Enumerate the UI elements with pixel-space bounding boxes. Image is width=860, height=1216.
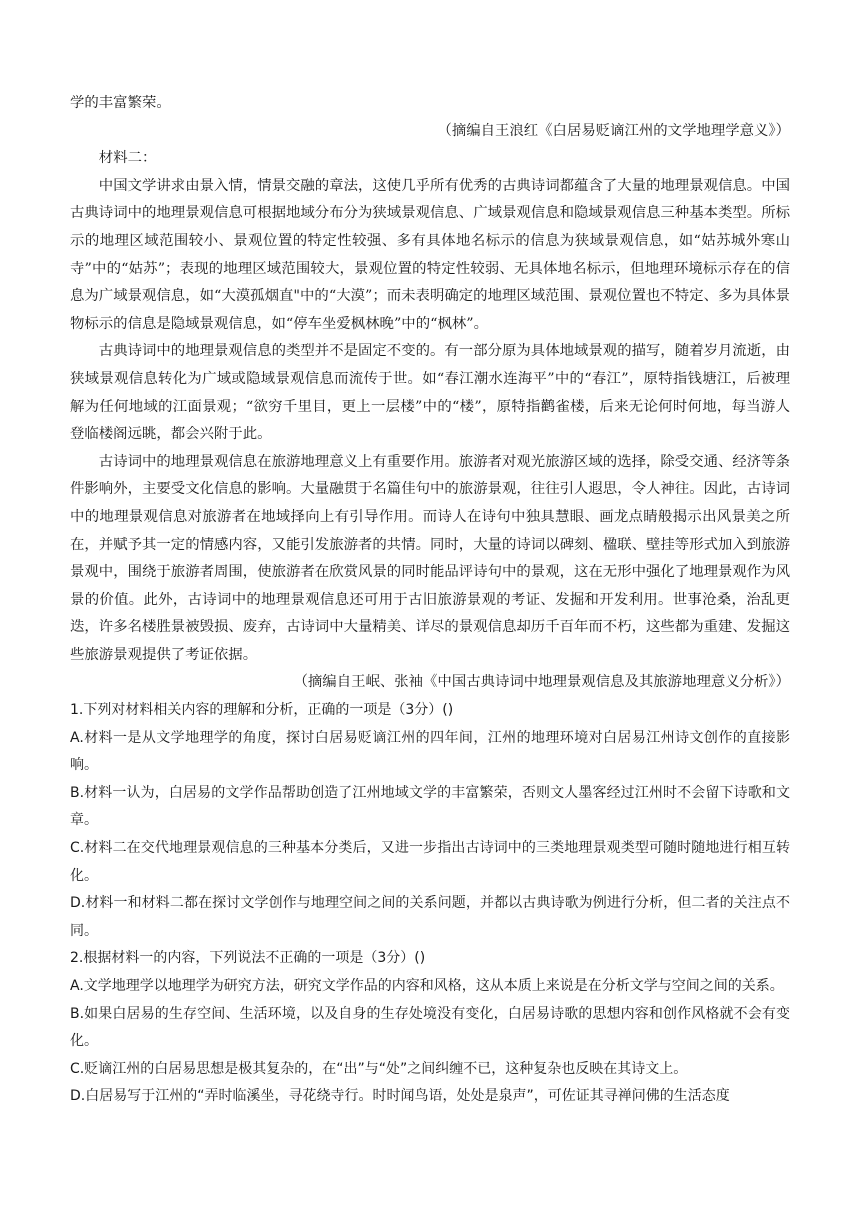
material-two-heading: 材料二： — [98, 150, 157, 167]
exam-page — [70, 90, 790, 1111]
option-d: D.白居易写于江州的“弄时临溪坐，寻花绕寺行。时时闻鸟语，处处是泉声”，可佐证其寻禅问佛的生活态度 — [70, 1088, 730, 1105]
question-2 — [70, 945, 790, 1111]
material-two-paragraph: 中国文学讲求由景入情，情景交融的章法，这使几乎所有优秀的古典诗词都蕴含了大量的地理景观信息。中国古典诗词中的地理景观信息可根据地域分布分为狭域景观信息、广域景观信息和隐域景观信息三种基本类型。所标示的地理区域范围较小、景观位置的特定性较强、多有具体地名标示的信息为狭域景观信息，如“姑苏城外寒山寺”中的“姑苏”；表现的地理区域范围较大，景观位置的特定性较弱、无具体地名标示，但地理环境标示存在的信息为广域景观信息，如“大漠孤烟直"中的“大漠”；而未表明确定的地理区域范围、景观位置也不特定、多为具体景物标示的信息是隐域景观信息，如“停车坐爱枫林晚”中的“枫林”。 — [70, 177, 790, 332]
material-one-tail: 学的丰富繁荣。 — [70, 95, 171, 111]
option-a: A.文学地理学以地理学为研究方法，研究文学作品的内容和风格，这从本质上来说是在分析文学与空间之间的关系。 — [70, 978, 784, 994]
question-stem: 1.下列对材料相关内容的理解和分析，正确的一项是（3分）() — [70, 702, 454, 719]
option-d: D.材料一和材料二都在探讨文学创作与地理空间之间的关系问题，并都以古典诗歌为例进行分析，但二者的关注点不同。 — [70, 895, 790, 939]
question-stem: 2.根据材料一的内容，下列说法不正确的一项是（3分）() — [70, 950, 426, 967]
option-b: B.如果白居易的生存空间、生活环境，以及自身的生存处境没有变化，白居易诗歌的思想内容和创作风格就不会有变化。 — [70, 1005, 790, 1050]
option-a: A.材料一是从文学地理学的角度，探讨白居易贬谪江州的四年间，江州的地理环境对白居易江州诗文创作的直接影响。 — [70, 729, 790, 774]
material-two-source: （摘编自王岷、张袖《中国古典诗词中地理景观信息及其旅游地理意义分析》） — [293, 674, 790, 691]
material-one-source: （摘编自王浪红《白居易贬谪江州的文学地理学意义》） — [437, 122, 790, 139]
question-1 — [70, 697, 790, 945]
option-c: C.材料二在交代地理景观信息的三种基本分类后，又进一步指出古诗词中的三类地理景观类型可随时随地进行相互转化。 — [70, 840, 790, 884]
material-two-paragraph: 古典诗词中的地理景观信息的类型并不是固定不变的。有一部分原为具体地域景观的描写，随着岁月流逝，由狭域景观信息转化为广域或隐域景观信息而流传于世。如“春江潮水连海平”中的“春江”，原特指钱塘江，后被理解为任何地域的江面景观；“欲穷千里目，更上一层楼”中的“楼”，原特指鹳雀楼，后来无论何时何地，每当游人登临楼阁远眺，都会兴附于此。 — [70, 343, 790, 443]
option-c: C.贬谪江州的白居易思想是极其复杂的，在“出”与“处”之间纠缠不已，这种复杂也反映在其诗文上。 — [70, 1060, 688, 1077]
material-two-paragraph: 古诗词中的地理景观信息在旅游地理意义上有重要作用。旅游者对观光旅游区域的选择，除受交通、经济等条件影响外，主要受文化信息的影响。大量融贯于名篇佳句中的旅游景观，往往引人遐思，令人神往。因此，古诗词中的地理景观信息对旅游者在地域择向上有引导作用。而诗人在诗句中独具慧眼、画龙点睛般揭示出风景美之所在，并赋予其一定的情感内容，又能引发旅游者的共情。同时，大量的诗词以碑刻、楹联、壁挂等形式加入到旅游景观中，围绕于旅游者周围，使旅游者在欣赏风景的同时能品评诗句中的景观，这在无形中强化了地理景观作为风景的价值。此外，古诗词中的地理景观信息还可用于古旧旅游景观的考证、发掘和开发利用。世事沧桑，治乱更迭，许多名楼胜景被毁损、废弃，古诗词中大量精美、详尽的景观信息却历千百年而不朽，这些都为重建、发掘这些旅游景观提供了考证依据。 — [70, 453, 790, 663]
option-b: B.材料一认为，白居易的文学作品帮助创造了江州地域文学的丰富繁荣，否则文人墨客经过江州时不会留下诗歌和文章。 — [70, 784, 790, 829]
